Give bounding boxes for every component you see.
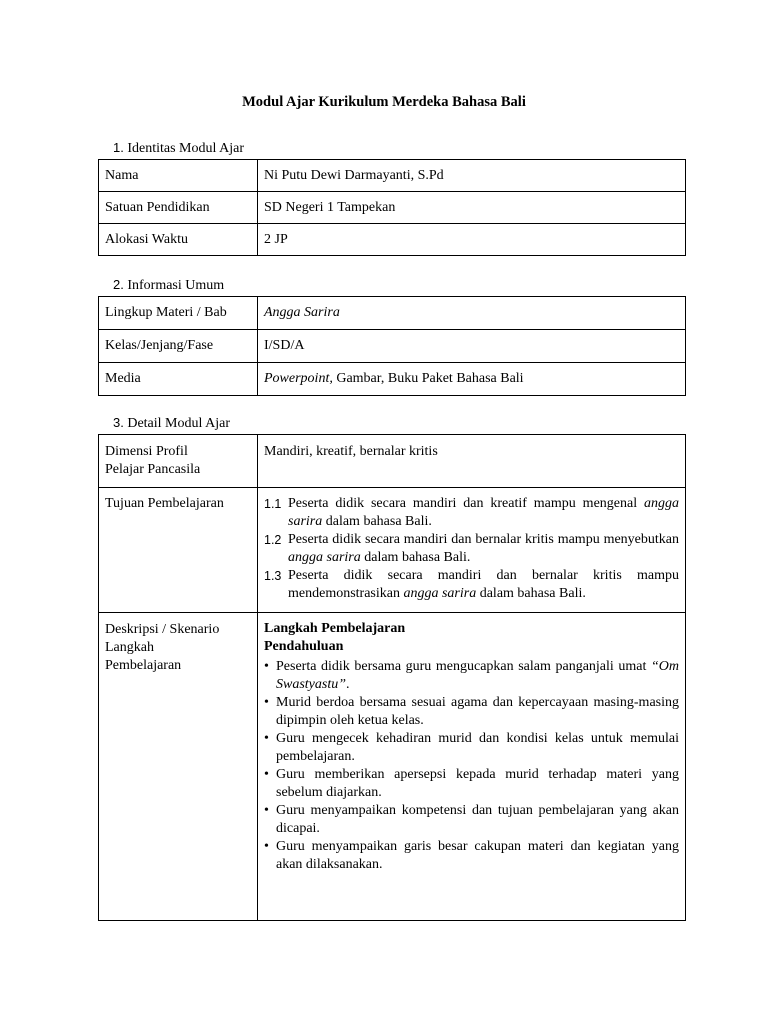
tujuan-list — [264, 495, 679, 603]
row-value: Angga Sarira — [258, 297, 686, 330]
item-text: Murid berdoa bersama sesuai agama dan kepercayaan masing-masing dipimpin oleh ketua kelas. — [276, 695, 679, 728]
list-item — [264, 766, 679, 802]
item-text: Peserta didik secara mandiri dan bernalar kritis mampu mendemonstrasikan — [288, 568, 679, 601]
informasi-table — [98, 296, 686, 396]
row-label: Alokasi Waktu — [99, 224, 258, 256]
row-label — [99, 613, 258, 921]
row-value: Ni Putu Dewi Darmayanti, S.Pd — [258, 160, 686, 192]
bullet-icon: • — [264, 659, 269, 674]
item-text: dalam bahasa Bali. — [360, 550, 471, 565]
row-label — [99, 435, 258, 488]
item-italic: angga sarira — [288, 496, 679, 529]
table-row — [99, 363, 686, 396]
detail-table — [98, 434, 686, 921]
section-title: Detail Modul Ajar — [127, 416, 230, 431]
section-title: Informasi Umum — [127, 278, 225, 293]
bullet-icon: • — [264, 767, 269, 782]
table-row — [99, 160, 686, 192]
list-item — [264, 694, 679, 730]
item-text: Guru menyampaikan kompetensi dan tujuan pembelajaran yang akan dicapai. — [276, 803, 679, 836]
label-line: Deskripsi / Skenario — [105, 622, 220, 637]
item-text: dalam bahasa Bali. — [322, 514, 432, 529]
table-row — [99, 297, 686, 330]
row-value — [258, 613, 686, 921]
item-italic: angga sarira — [403, 586, 477, 601]
media-rest: Gambar, Buku Paket Bahasa Bali — [332, 371, 524, 386]
list-item — [264, 802, 679, 838]
list-item — [264, 838, 679, 874]
bullet-icon: • — [264, 803, 269, 818]
item-italic: angga sarira — [288, 550, 361, 565]
item-number: 1.2 — [264, 533, 282, 547]
list-item — [264, 658, 679, 694]
table-row — [99, 192, 686, 224]
item-text: Guru mengecek kehadiran murid dan kondisi kelas untuk memulai pembelajaran. — [276, 731, 679, 764]
list-item — [264, 730, 679, 766]
item-number: 1.1 — [264, 497, 282, 511]
item-text: Peserta didik secara mandiri dan kreatif mampu mengenal — [288, 496, 644, 511]
section-number: 3. — [113, 415, 124, 430]
label-line: Pelajar Pancasila — [105, 462, 201, 477]
row-value: Mandiri, kreatif, bernalar kritis — [258, 435, 686, 488]
label-line: Langkah — [105, 640, 154, 655]
section-number: 2. — [113, 277, 124, 292]
item-text: Peserta didik secara mandiri dan bernalar kritis mampu menyebutkan — [288, 532, 679, 547]
item-italic: “Om Swastyastu” — [276, 659, 679, 692]
row-value — [258, 488, 686, 613]
row-label: Nama — [99, 160, 258, 192]
item-text: . — [346, 677, 350, 692]
bullet-icon: • — [264, 731, 269, 746]
item-text: Guru memberikan apersepsi kepada murid terhadap materi yang sebelum diajarkan. — [276, 767, 679, 800]
row-value: SD Negeri 1 Tampekan — [258, 192, 686, 224]
table-row — [99, 330, 686, 363]
section-2-heading — [113, 276, 224, 295]
item-text: dalam bahasa Bali. — [476, 586, 586, 601]
row-label: Satuan Pendidikan — [99, 192, 258, 224]
document-title: Modul Ajar Kurikulum Merdeka Bahasa Bali — [242, 94, 526, 110]
row-label: Media — [99, 363, 258, 396]
section-number: 1. — [113, 140, 124, 155]
table-row — [99, 613, 686, 921]
row-value: 2 JP — [258, 224, 686, 256]
media-italic: Powerpoint, — [264, 371, 333, 386]
item-text: Peserta didik bersama guru mengucapkan salam panganjali umat — [276, 659, 651, 674]
list-item — [264, 531, 679, 567]
section-1-heading — [113, 139, 244, 158]
row-label: Tujuan Pembelajaran — [99, 488, 258, 613]
item-number: 1.3 — [264, 569, 282, 583]
bullet-icon: • — [264, 695, 269, 710]
row-value — [258, 363, 686, 396]
list-item — [264, 495, 679, 531]
heading-langkah: Langkah Pembelajaran — [264, 621, 406, 636]
table-row — [99, 224, 686, 256]
identitas-table — [98, 159, 686, 256]
item-text: Guru menyampaikan garis besar cakupan materi dan kegiatan yang akan dilaksanakan. — [276, 839, 679, 872]
list-item — [264, 567, 679, 603]
section-3-heading — [113, 414, 230, 433]
bullet-icon: • — [264, 839, 269, 854]
pendahuluan-list — [264, 658, 679, 874]
row-label: Kelas/Jenjang/Fase — [99, 330, 258, 363]
table-row — [99, 435, 686, 488]
label-line: Dimensi Profil — [105, 444, 188, 459]
row-label: Lingkup Materi / Bab — [99, 297, 258, 330]
row-value: I/SD/A — [258, 330, 686, 363]
section-title: Identitas Modul Ajar — [127, 141, 244, 156]
table-row — [99, 488, 686, 613]
heading-pendahuluan: Pendahuluan — [264, 639, 344, 654]
label-line: Pembelajaran — [105, 658, 182, 673]
